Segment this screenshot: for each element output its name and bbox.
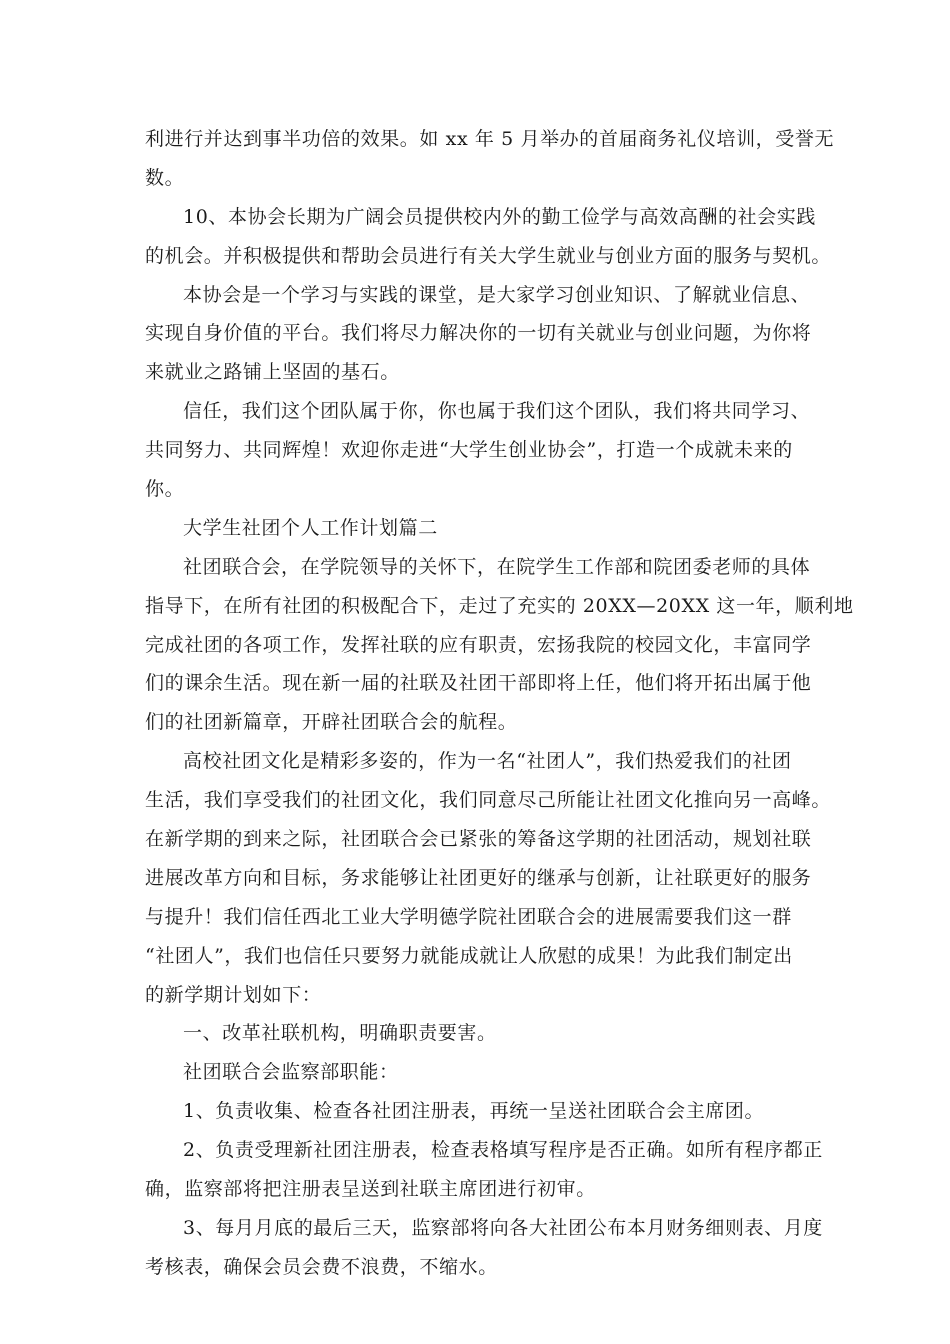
text-line: 来就业之路铺上坚固的基石。	[145, 361, 400, 384]
text-line: 3、每月月底的最后三天，监察部将向各大社团公布本月财务细则表、月度	[183, 1216, 823, 1239]
text-line: 考核表，确保会员会费不浪费，不缩水。	[145, 1255, 498, 1278]
text-line: 的机会。并积极提供和帮助会员进行有关大学生就业与创业方面的服务与契机。	[145, 244, 832, 267]
text-line: 与提升！我们信任西北工业大学明德学院社团联合会的进展需要我们这一群	[145, 905, 792, 928]
text-line: 在新学期的到来之际，社团联合会已紧张的筹备这学期的社团活动，规划社联	[145, 828, 812, 851]
text-line: 高校社团文化是精彩多姿的，作为一名“社团人”，我们热爱我们的社团	[183, 750, 792, 773]
text-line: “社团人”，我们也信任只要努力就能成就让人欣慰的成果！为此我们制定出	[145, 944, 793, 967]
text-line: 数。	[145, 166, 185, 189]
text-line: 们的课余生活。现在新一届的社联及社团干部即将上任，他们将开拓出属于他	[145, 672, 812, 695]
section-heading: 大学生社团个人工作计划篇二	[183, 516, 438, 539]
text-line: 共同努力、共同辉煌！欢迎你走进“大学生创业协会”，打造一个成就未来的	[145, 439, 793, 462]
text-line: 们的社团新篇章，开辟社团联合会的航程。	[145, 711, 518, 734]
text-line: 确，监察部将把注册表呈送到社联主席团进行初审。	[145, 1178, 596, 1201]
text-line: 社团联合会，在学院领导的关怀下，在院学生工作部和院团委老师的具体	[183, 555, 811, 578]
document-body	[145, 120, 854, 1287]
text-line: 社团联合会监察部职能：	[183, 1061, 399, 1084]
text-line: 实现自身价值的平台。我们将尽力解决你的一切有关就业与创业问题，为你将	[145, 322, 812, 345]
text-line: 利进行并达到事半功倍的效果。如 xx 年 5 月举办的首届商务礼仪培训，受誉无	[145, 128, 835, 150]
text-line: 信任，我们这个团队属于你，你也属于我们这个团队，我们将共同学习、	[183, 400, 811, 423]
text-line: 指导下，在所有社团的积极配合下，走过了充实的 20XX—20XX 这一年，顺利地	[145, 594, 854, 617]
text-line: 的新学期计划如下：	[145, 983, 322, 1006]
text-line: 生活，我们享受我们的社团文化，我们同意尽己所能让社团文化推向另一高峰。	[145, 789, 832, 812]
text-line: 你。	[145, 478, 185, 501]
text-line: 2、负责受理新社团注册表，检查表格填写程序是否正确。如所有程序都正	[183, 1139, 823, 1162]
text-line: 完成社团的各项工作，发挥社联的应有职责，宏扬我院的校园文化，丰富同学	[145, 633, 812, 656]
text-line: 10、本协会长期为广阔会员提供校内外的勤工俭学与高效高酬的社会实践	[183, 205, 816, 228]
text-line: 进展改革方向和目标，务求能够让社团更好的继承与创新，让社联更好的服务	[145, 866, 812, 889]
text-line: 本协会是一个学习与实践的课堂，是大家学习创业知识、了解就业信息、	[183, 283, 811, 306]
text-line: 一、改革社联机构，明确职责要害。	[183, 1022, 497, 1045]
text-line: 1、负责收集、检查各社团注册表，再统一呈送社团联合会主席团。	[183, 1100, 765, 1123]
